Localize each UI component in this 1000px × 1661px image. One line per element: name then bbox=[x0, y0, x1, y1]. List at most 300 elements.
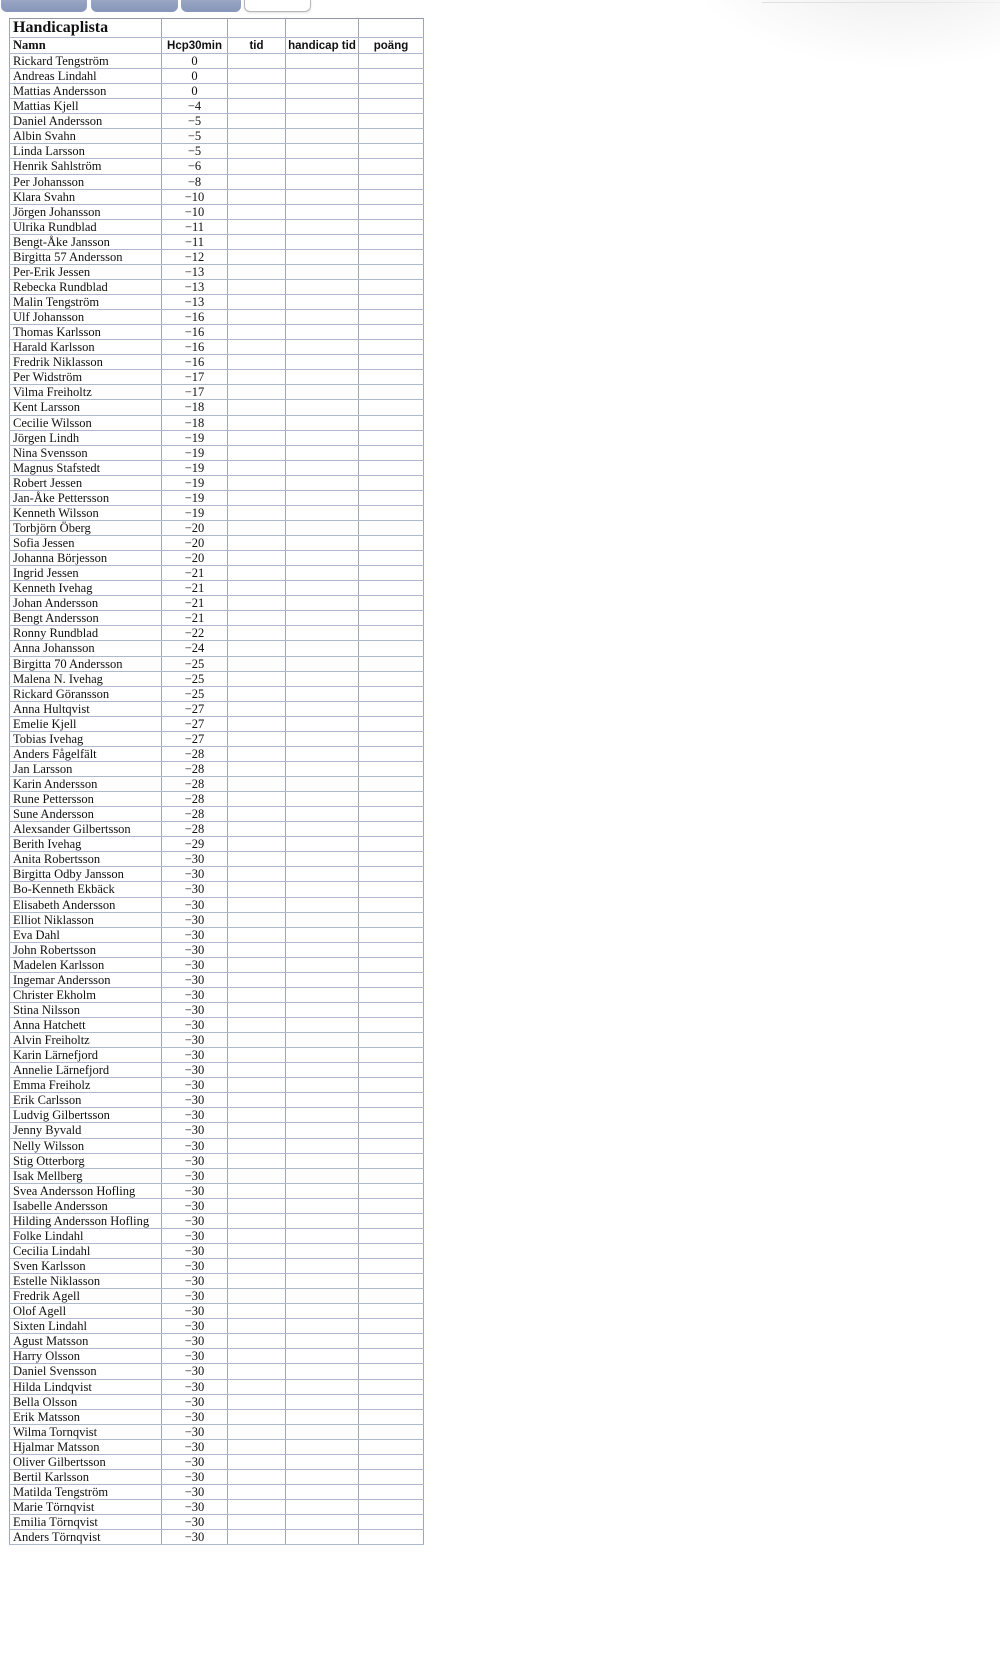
hcp-cell: −30 bbox=[162, 867, 228, 882]
tid-cell bbox=[228, 716, 286, 731]
tid-cell bbox=[228, 551, 286, 566]
hcp-cell: −28 bbox=[162, 807, 228, 822]
table-row bbox=[10, 174, 424, 189]
tid-cell bbox=[228, 385, 286, 400]
name-cell: Rebecka Rundblad bbox=[10, 279, 162, 294]
tab-inactive-2[interactable] bbox=[91, 0, 178, 12]
handicap-tid-cell bbox=[286, 716, 359, 731]
tid-cell bbox=[228, 701, 286, 716]
tid-cell bbox=[228, 641, 286, 656]
poang-cell bbox=[359, 84, 424, 99]
handicap-tid-cell bbox=[286, 400, 359, 415]
table-row bbox=[10, 310, 424, 325]
table-row bbox=[10, 1153, 424, 1168]
poang-cell bbox=[359, 897, 424, 912]
name-cell: Bengt-Åke Jansson bbox=[10, 234, 162, 249]
tid-cell bbox=[228, 400, 286, 415]
hcp-cell: −30 bbox=[162, 1168, 228, 1183]
name-cell: Ulrika Rundblad bbox=[10, 219, 162, 234]
poang-cell bbox=[359, 957, 424, 972]
name-cell: Karin Andersson bbox=[10, 777, 162, 792]
handicap-tid-cell bbox=[286, 656, 359, 671]
tid-cell bbox=[228, 686, 286, 701]
table-row bbox=[10, 1439, 424, 1454]
poang-cell bbox=[359, 807, 424, 822]
tid-cell bbox=[228, 1515, 286, 1530]
hcp-cell: −30 bbox=[162, 1515, 228, 1530]
column-header-hcp30min: Hcp30min bbox=[162, 38, 228, 54]
name-cell: Annelie Lärnefjord bbox=[10, 1063, 162, 1078]
poang-cell bbox=[359, 852, 424, 867]
handicap-tid-cell bbox=[286, 897, 359, 912]
hcp-cell: −30 bbox=[162, 1304, 228, 1319]
hcp-cell: −30 bbox=[162, 1379, 228, 1394]
table-row bbox=[10, 1409, 424, 1424]
poang-cell bbox=[359, 430, 424, 445]
name-cell: Sven Karlsson bbox=[10, 1259, 162, 1274]
table-row bbox=[10, 1228, 424, 1243]
tab-active[interactable] bbox=[244, 0, 311, 12]
tid-cell bbox=[228, 1394, 286, 1409]
table-row bbox=[10, 159, 424, 174]
name-cell: Jörgen Lindh bbox=[10, 430, 162, 445]
tid-cell bbox=[228, 310, 286, 325]
name-cell: Ingemar Andersson bbox=[10, 972, 162, 987]
poang-cell bbox=[359, 1228, 424, 1243]
poang-cell bbox=[359, 144, 424, 159]
handicap-table-body bbox=[10, 54, 424, 1545]
name-cell: Svea Andersson Hofling bbox=[10, 1183, 162, 1198]
hcp-cell: −30 bbox=[162, 1469, 228, 1484]
handicap-tid-cell bbox=[286, 1484, 359, 1499]
table-row bbox=[10, 912, 424, 927]
name-cell: Bella Olsson bbox=[10, 1394, 162, 1409]
handicap-tid-cell bbox=[286, 1198, 359, 1213]
name-cell: Mattias Kjell bbox=[10, 99, 162, 114]
name-cell: Anders Törnqvist bbox=[10, 1530, 162, 1545]
hcp-cell: −30 bbox=[162, 1033, 228, 1048]
handicap-tid-cell bbox=[286, 325, 359, 340]
name-cell: Mattias Andersson bbox=[10, 84, 162, 99]
handicap-tid-cell bbox=[286, 671, 359, 686]
hcp-cell: 0 bbox=[162, 69, 228, 84]
table-row bbox=[10, 852, 424, 867]
tab-inactive-1[interactable] bbox=[1, 0, 87, 12]
table-row bbox=[10, 430, 424, 445]
handicap-tid-cell bbox=[286, 84, 359, 99]
tid-cell bbox=[228, 581, 286, 596]
handicap-tid-cell bbox=[286, 490, 359, 505]
tid-cell bbox=[228, 822, 286, 837]
table-row bbox=[10, 596, 424, 611]
name-cell: Magnus Stafstedt bbox=[10, 460, 162, 475]
handicap-tid-cell bbox=[286, 370, 359, 385]
hcp-cell: −30 bbox=[162, 1394, 228, 1409]
hcp-cell: −30 bbox=[162, 1063, 228, 1078]
name-cell: Birgitta Odby Jansson bbox=[10, 867, 162, 882]
table-row bbox=[10, 1093, 424, 1108]
poang-cell bbox=[359, 1469, 424, 1484]
hcp-cell: −25 bbox=[162, 686, 228, 701]
hcp-cell: −30 bbox=[162, 1002, 228, 1017]
table-row bbox=[10, 1334, 424, 1349]
handicap-tid-cell bbox=[286, 1033, 359, 1048]
hcp-cell: −25 bbox=[162, 671, 228, 686]
tab-inactive-3[interactable] bbox=[181, 0, 241, 12]
hcp-cell: −30 bbox=[162, 972, 228, 987]
handicap-tid-cell bbox=[286, 551, 359, 566]
name-cell: Nina Svensson bbox=[10, 445, 162, 460]
name-cell: Tobias Ivehag bbox=[10, 731, 162, 746]
column-header-tid: tid bbox=[228, 38, 286, 54]
name-cell: Birgitta 70 Andersson bbox=[10, 656, 162, 671]
table-row bbox=[10, 189, 424, 204]
tid-cell bbox=[228, 204, 286, 219]
poang-cell bbox=[359, 159, 424, 174]
tid-cell bbox=[228, 566, 286, 581]
name-cell: Per Widström bbox=[10, 370, 162, 385]
table-row bbox=[10, 927, 424, 942]
table-row bbox=[10, 1319, 424, 1334]
handicap-tid-cell bbox=[286, 1530, 359, 1545]
name-cell: Malena N. Ivehag bbox=[10, 671, 162, 686]
poang-cell bbox=[359, 746, 424, 761]
hcp-cell: −30 bbox=[162, 852, 228, 867]
poang-cell bbox=[359, 777, 424, 792]
name-cell: Marie Törnqvist bbox=[10, 1500, 162, 1515]
name-cell: Jenny Byvald bbox=[10, 1123, 162, 1138]
table-header-row bbox=[10, 38, 424, 54]
name-cell: Kenneth Ivehag bbox=[10, 581, 162, 596]
poang-cell bbox=[359, 1304, 424, 1319]
handicap-tid-cell bbox=[286, 1259, 359, 1274]
poang-cell bbox=[359, 355, 424, 370]
name-cell: Harry Olsson bbox=[10, 1349, 162, 1364]
table-row bbox=[10, 1515, 424, 1530]
name-cell: Eva Dahl bbox=[10, 927, 162, 942]
table-row bbox=[10, 264, 424, 279]
handicap-tid-cell bbox=[286, 1334, 359, 1349]
name-cell: Jan Larsson bbox=[10, 761, 162, 776]
tid-cell bbox=[228, 746, 286, 761]
hcp-cell: −10 bbox=[162, 189, 228, 204]
tid-cell bbox=[228, 1002, 286, 1017]
table-row bbox=[10, 219, 424, 234]
table-row bbox=[10, 1138, 424, 1153]
handicap-tid-cell bbox=[286, 882, 359, 897]
poang-cell bbox=[359, 325, 424, 340]
poang-cell bbox=[359, 400, 424, 415]
name-cell: Albin Svahn bbox=[10, 129, 162, 144]
hcp-cell: −30 bbox=[162, 1424, 228, 1439]
name-cell: Elisabeth Andersson bbox=[10, 897, 162, 912]
name-cell: Bengt Andersson bbox=[10, 611, 162, 626]
page-corner-shadow bbox=[640, 0, 1000, 240]
name-cell: Alvin Freiholtz bbox=[10, 1033, 162, 1048]
poang-cell bbox=[359, 731, 424, 746]
handicap-tid-cell bbox=[286, 340, 359, 355]
tid-cell bbox=[228, 972, 286, 987]
poang-cell bbox=[359, 1484, 424, 1499]
handicap-tid-cell bbox=[286, 385, 359, 400]
tid-cell bbox=[228, 1243, 286, 1258]
poang-cell bbox=[359, 1515, 424, 1530]
table-row bbox=[10, 1078, 424, 1093]
hcp-cell: −16 bbox=[162, 340, 228, 355]
tid-cell bbox=[228, 777, 286, 792]
table-row bbox=[10, 1469, 424, 1484]
column-header-handicap-tid: handicap tid bbox=[286, 38, 359, 54]
table-row bbox=[10, 716, 424, 731]
table-row bbox=[10, 1018, 424, 1033]
handicap-tid-cell bbox=[286, 1379, 359, 1394]
handicap-tid-cell bbox=[286, 1138, 359, 1153]
tid-cell bbox=[228, 1138, 286, 1153]
handicap-tid-cell bbox=[286, 279, 359, 294]
name-cell: Kent Larsson bbox=[10, 400, 162, 415]
name-cell: Harald Karlsson bbox=[10, 340, 162, 355]
poang-cell bbox=[359, 1379, 424, 1394]
tid-cell bbox=[228, 174, 286, 189]
poang-cell bbox=[359, 1364, 424, 1379]
tid-cell bbox=[228, 1409, 286, 1424]
hcp-cell: −4 bbox=[162, 99, 228, 114]
hcp-cell: −19 bbox=[162, 475, 228, 490]
hcp-cell: −24 bbox=[162, 641, 228, 656]
handicap-tid-cell bbox=[286, 1213, 359, 1228]
handicap-tid-cell bbox=[286, 1063, 359, 1078]
tid-cell bbox=[228, 1454, 286, 1469]
hcp-cell: −30 bbox=[162, 1439, 228, 1454]
tid-cell bbox=[228, 1274, 286, 1289]
table-row bbox=[10, 249, 424, 264]
hcp-cell: −30 bbox=[162, 1123, 228, 1138]
table-row bbox=[10, 279, 424, 294]
poang-cell bbox=[359, 99, 424, 114]
hcp-cell: −27 bbox=[162, 701, 228, 716]
tid-cell bbox=[228, 189, 286, 204]
hcp-cell: −30 bbox=[162, 1048, 228, 1063]
tid-cell bbox=[228, 355, 286, 370]
hcp-cell: −28 bbox=[162, 792, 228, 807]
hcp-cell: −21 bbox=[162, 581, 228, 596]
hcp-cell: −30 bbox=[162, 1183, 228, 1198]
poang-cell bbox=[359, 611, 424, 626]
name-cell: Hjalmar Matsson bbox=[10, 1439, 162, 1454]
name-cell: Hilding Andersson Hofling bbox=[10, 1213, 162, 1228]
handicap-tid-cell bbox=[286, 1349, 359, 1364]
handicap-tid-cell bbox=[286, 234, 359, 249]
name-cell: Rickard Tengström bbox=[10, 54, 162, 69]
hcp-cell: −27 bbox=[162, 731, 228, 746]
hcp-cell: −30 bbox=[162, 957, 228, 972]
name-cell: Ingrid Jessen bbox=[10, 566, 162, 581]
tid-cell bbox=[228, 505, 286, 520]
poang-cell bbox=[359, 566, 424, 581]
name-cell: Birgitta 57 Andersson bbox=[10, 249, 162, 264]
handicap-tid-cell bbox=[286, 1078, 359, 1093]
hcp-cell: −13 bbox=[162, 279, 228, 294]
tid-cell bbox=[228, 1334, 286, 1349]
table-row bbox=[10, 957, 424, 972]
hcp-cell: −30 bbox=[162, 1500, 228, 1515]
name-cell: Cecilie Wilsson bbox=[10, 415, 162, 430]
table-row bbox=[10, 129, 424, 144]
tid-cell bbox=[228, 1469, 286, 1484]
hcp-cell: −28 bbox=[162, 746, 228, 761]
handicap-tid-cell bbox=[286, 1168, 359, 1183]
table-row bbox=[10, 566, 424, 581]
poang-cell bbox=[359, 1424, 424, 1439]
tid-cell bbox=[228, 1304, 286, 1319]
name-cell: Alexsander Gilbertsson bbox=[10, 822, 162, 837]
poang-cell bbox=[359, 1319, 424, 1334]
hcp-cell: −20 bbox=[162, 520, 228, 535]
hcp-cell: −10 bbox=[162, 204, 228, 219]
poang-cell bbox=[359, 1093, 424, 1108]
tid-cell bbox=[228, 1530, 286, 1545]
handicap-tid-cell bbox=[286, 972, 359, 987]
poang-cell bbox=[359, 295, 424, 310]
poang-cell bbox=[359, 1063, 424, 1078]
table-row bbox=[10, 1108, 424, 1123]
handicap-tid-cell bbox=[286, 174, 359, 189]
handicap-tid-cell bbox=[286, 295, 359, 310]
name-cell: Torbjörn Öberg bbox=[10, 520, 162, 535]
name-cell: Fredrik Niklasson bbox=[10, 355, 162, 370]
handicap-tid-cell bbox=[286, 927, 359, 942]
handicap-tid-cell bbox=[286, 777, 359, 792]
handicap-tid-cell bbox=[286, 1093, 359, 1108]
tid-cell bbox=[228, 415, 286, 430]
handicap-tid-cell bbox=[286, 731, 359, 746]
name-cell: Elliot Niklasson bbox=[10, 912, 162, 927]
poang-cell bbox=[359, 249, 424, 264]
tid-cell bbox=[228, 852, 286, 867]
handicap-tid-cell bbox=[286, 430, 359, 445]
name-cell: Sofia Jessen bbox=[10, 536, 162, 551]
hcp-cell: −30 bbox=[162, 1198, 228, 1213]
handicap-tid-cell bbox=[286, 626, 359, 641]
name-cell: Sune Andersson bbox=[10, 807, 162, 822]
tid-cell bbox=[228, 1319, 286, 1334]
handicap-tid-cell bbox=[286, 957, 359, 972]
table-row bbox=[10, 445, 424, 460]
tid-cell bbox=[228, 792, 286, 807]
poang-cell bbox=[359, 310, 424, 325]
tid-cell bbox=[228, 611, 286, 626]
tid-cell bbox=[228, 1123, 286, 1138]
tid-cell bbox=[228, 987, 286, 1002]
name-cell: Stig Otterborg bbox=[10, 1153, 162, 1168]
name-cell: Thomas Karlsson bbox=[10, 325, 162, 340]
handicap-tid-cell bbox=[286, 611, 359, 626]
name-cell: Jörgen Johansson bbox=[10, 204, 162, 219]
title-empty-cell bbox=[359, 19, 424, 38]
name-cell: Andreas Lindahl bbox=[10, 69, 162, 84]
handicap-tid-cell bbox=[286, 219, 359, 234]
table-row bbox=[10, 761, 424, 776]
poang-cell bbox=[359, 1289, 424, 1304]
handicap-table bbox=[9, 18, 424, 1545]
table-row bbox=[10, 822, 424, 837]
table-row bbox=[10, 1168, 424, 1183]
table-row bbox=[10, 746, 424, 761]
hcp-cell: −11 bbox=[162, 219, 228, 234]
poang-cell bbox=[359, 1454, 424, 1469]
tid-cell bbox=[228, 1424, 286, 1439]
handicap-tid-cell bbox=[286, 1409, 359, 1424]
name-cell: Berith Ivehag bbox=[10, 837, 162, 852]
hcp-cell: −30 bbox=[162, 1349, 228, 1364]
poang-cell bbox=[359, 129, 424, 144]
table-row bbox=[10, 611, 424, 626]
table-row bbox=[10, 1274, 424, 1289]
tid-cell bbox=[228, 1078, 286, 1093]
name-cell: Ulf Johansson bbox=[10, 310, 162, 325]
table-row bbox=[10, 1289, 424, 1304]
poang-cell bbox=[359, 340, 424, 355]
handicap-tid-cell bbox=[286, 701, 359, 716]
handicap-sheet bbox=[9, 18, 424, 1545]
poang-cell bbox=[359, 234, 424, 249]
handicap-tid-cell bbox=[286, 912, 359, 927]
poang-cell bbox=[359, 1274, 424, 1289]
handicap-tid-cell bbox=[286, 1048, 359, 1063]
tid-cell bbox=[228, 264, 286, 279]
hcp-cell: −5 bbox=[162, 144, 228, 159]
table-row bbox=[10, 204, 424, 219]
poang-cell bbox=[359, 264, 424, 279]
table-row bbox=[10, 520, 424, 535]
poang-cell bbox=[359, 987, 424, 1002]
handicap-tid-cell bbox=[286, 761, 359, 776]
table-row bbox=[10, 84, 424, 99]
name-cell: Matilda Tengström bbox=[10, 1484, 162, 1499]
poang-cell bbox=[359, 1243, 424, 1258]
hcp-cell: −18 bbox=[162, 415, 228, 430]
tid-cell bbox=[228, 1033, 286, 1048]
tid-cell bbox=[228, 807, 286, 822]
tid-cell bbox=[228, 1364, 286, 1379]
poang-cell bbox=[359, 641, 424, 656]
name-cell: Per Johansson bbox=[10, 174, 162, 189]
table-row bbox=[10, 972, 424, 987]
table-row bbox=[10, 686, 424, 701]
poang-cell bbox=[359, 460, 424, 475]
tid-cell bbox=[228, 1213, 286, 1228]
table-row bbox=[10, 370, 424, 385]
handicap-tid-cell bbox=[286, 159, 359, 174]
handicap-tid-cell bbox=[286, 99, 359, 114]
handicap-tid-cell bbox=[286, 746, 359, 761]
tid-cell bbox=[228, 159, 286, 174]
name-cell: Wilma Tornqvist bbox=[10, 1424, 162, 1439]
tid-cell bbox=[228, 1228, 286, 1243]
table-row bbox=[10, 942, 424, 957]
tid-cell bbox=[228, 1198, 286, 1213]
title-empty-cell bbox=[286, 19, 359, 38]
table-row bbox=[10, 536, 424, 551]
hcp-cell: −19 bbox=[162, 430, 228, 445]
tid-cell bbox=[228, 1153, 286, 1168]
top-hairline bbox=[762, 2, 1000, 3]
poang-cell bbox=[359, 716, 424, 731]
hcp-cell: −30 bbox=[162, 1334, 228, 1349]
hcp-cell: −28 bbox=[162, 822, 228, 837]
table-row bbox=[10, 731, 424, 746]
poang-cell bbox=[359, 1259, 424, 1274]
